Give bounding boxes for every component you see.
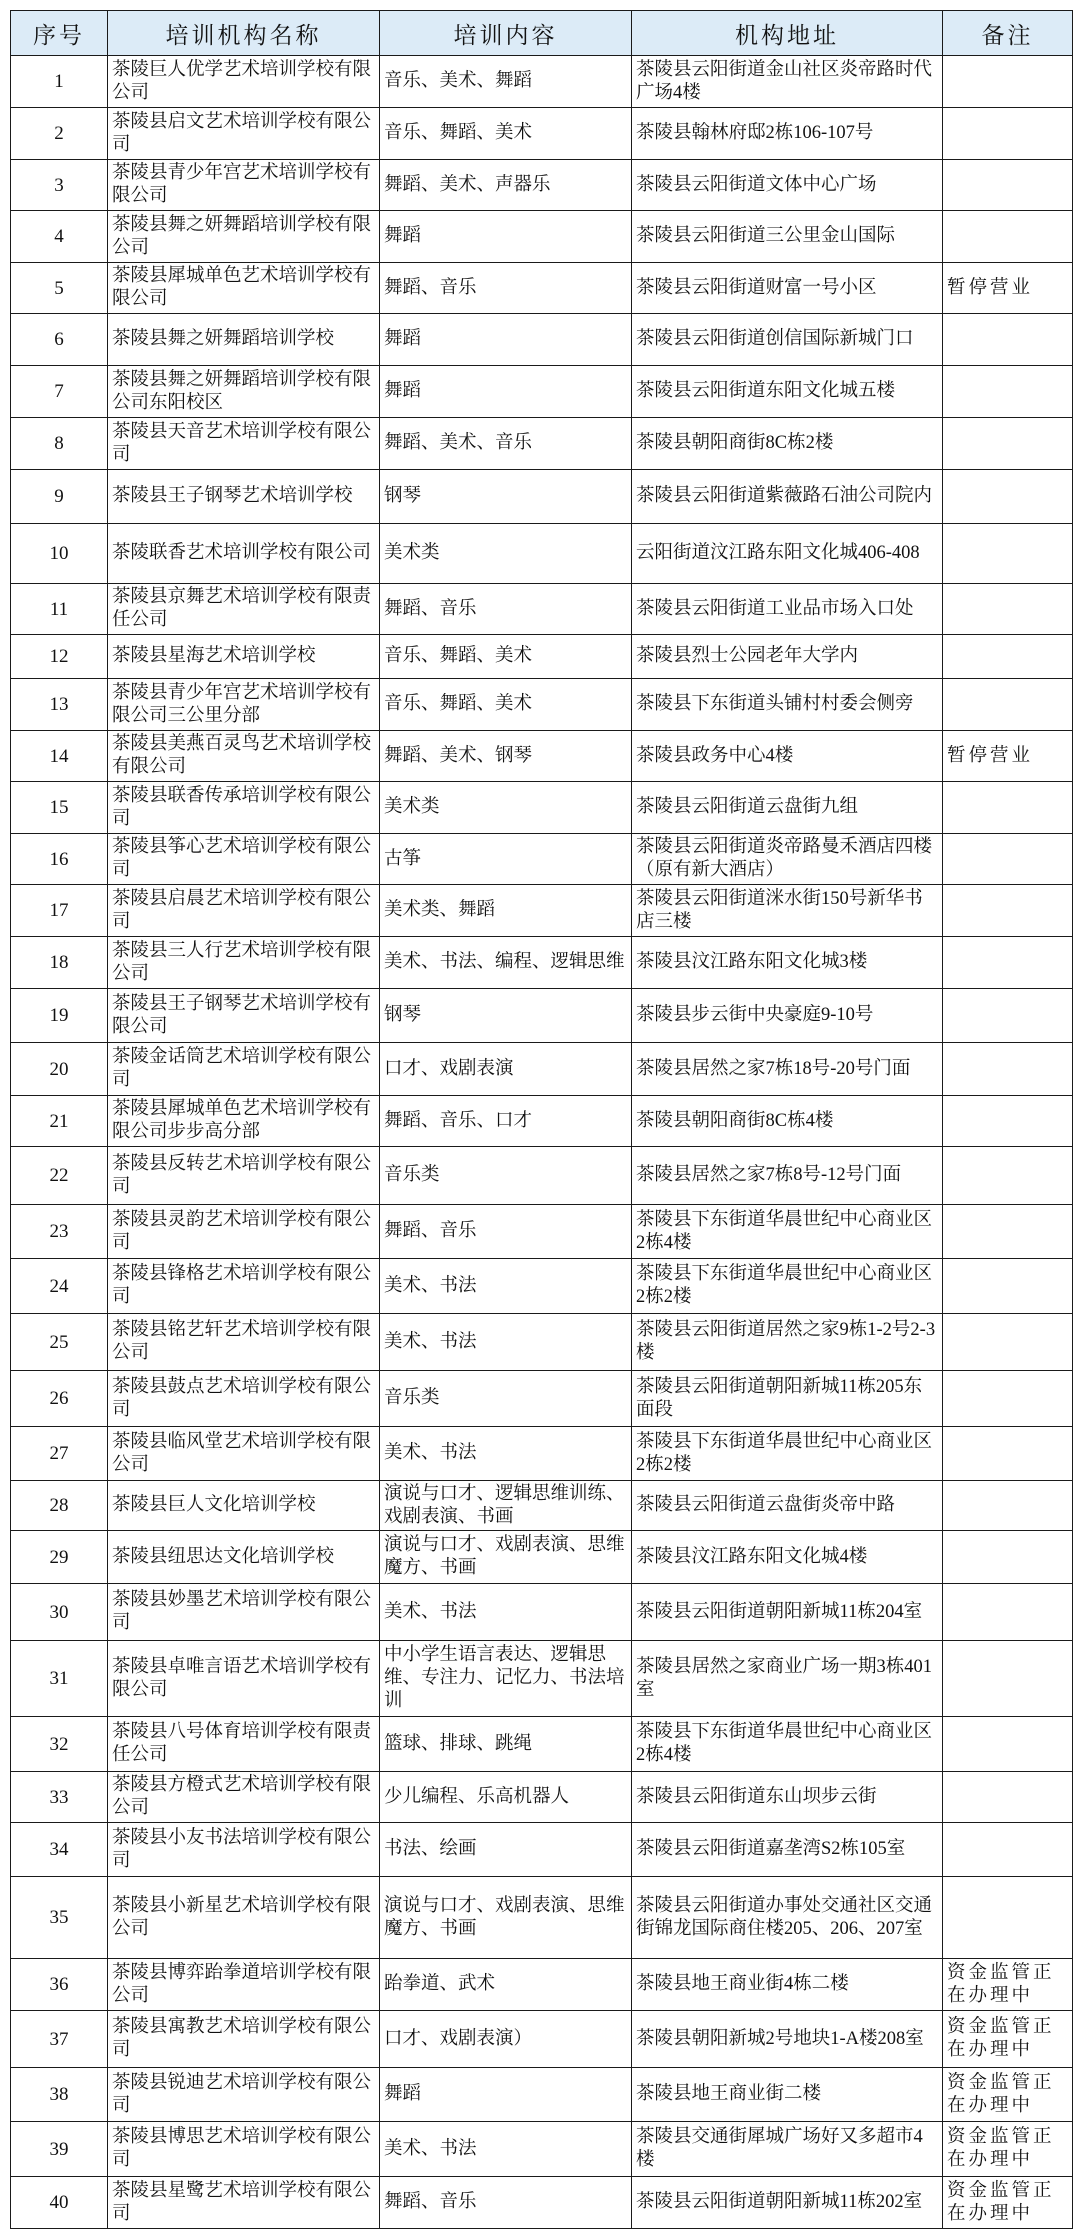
- table-row: [11, 1205, 1073, 1259]
- cell-address: 茶陵县地王商业街4栋二楼: [632, 1959, 943, 2011]
- cell-training-content: 篮球、排球、跳绳: [380, 1717, 632, 1772]
- table-row: [11, 1481, 1073, 1531]
- cell-no: 25: [11, 1314, 108, 1371]
- cell-institution-name: 茶陵县八号体育培训学校有限责任公司: [108, 1717, 380, 1772]
- cell-note: [943, 108, 1073, 160]
- training-institutions-table: [10, 10, 1073, 2229]
- cell-no: 19: [11, 989, 108, 1043]
- cell-institution-name: 茶陵县启文艺术培训学校有限公司: [108, 108, 380, 160]
- cell-note: 资金监管正在办理中: [943, 2068, 1073, 2122]
- cell-note: [943, 418, 1073, 470]
- cell-note: 资金监管正在办理中: [943, 2177, 1073, 2229]
- cell-address: 茶陵县云阳街道东阳文化城五楼: [632, 366, 943, 418]
- cell-note: [943, 1259, 1073, 1314]
- cell-institution-name: 茶陵县纽思达文化培训学校: [108, 1531, 380, 1584]
- cell-no: 38: [11, 2068, 108, 2122]
- cell-training-content: 音乐类: [380, 1147, 632, 1205]
- cell-address: 茶陵县汶江路东阳文化城3楼: [632, 937, 943, 989]
- table-row: [11, 1096, 1073, 1147]
- cell-address: 茶陵县交通街犀城广场好又多超市4楼: [632, 2122, 943, 2177]
- cell-no: 24: [11, 1259, 108, 1314]
- cell-note: 暂停营业: [943, 263, 1073, 314]
- cell-note: 资金监管正在办理中: [943, 2011, 1073, 2068]
- cell-no: 21: [11, 1096, 108, 1147]
- cell-training-content: 舞蹈、美术、钢琴: [380, 731, 632, 782]
- table-row: [11, 2011, 1073, 2068]
- cell-no: 1: [11, 56, 108, 108]
- cell-no: 18: [11, 937, 108, 989]
- cell-no: 10: [11, 524, 108, 584]
- cell-institution-name: 茶陵县寓教艺术培训学校有限公司: [108, 2011, 380, 2068]
- cell-address: 茶陵县地王商业街二楼: [632, 2068, 943, 2122]
- table-row: [11, 1717, 1073, 1772]
- cell-no: 23: [11, 1205, 108, 1259]
- cell-no: 32: [11, 1717, 108, 1772]
- cell-address: 茶陵县下东街道华晨世纪中心商业区2栋2楼: [632, 1427, 943, 1481]
- cell-training-content: 舞蹈、音乐: [380, 263, 632, 314]
- cell-note: [943, 470, 1073, 524]
- cell-institution-name: 茶陵县筝心艺术培训学校有限公司: [108, 834, 380, 885]
- cell-institution-name: 茶陵金话筒艺术培训学校有限公司: [108, 1043, 380, 1096]
- cell-no: 13: [11, 679, 108, 731]
- cell-no: 9: [11, 470, 108, 524]
- cell-note: [943, 524, 1073, 584]
- table-row: [11, 989, 1073, 1043]
- cell-institution-name: 茶陵县青少年宫艺术培训学校有限公司: [108, 160, 380, 211]
- cell-note: [943, 635, 1073, 679]
- cell-training-content: 口才、戏剧表演）: [380, 2011, 632, 2068]
- cell-training-content: 舞蹈、音乐: [380, 584, 632, 635]
- cell-institution-name: 茶陵县舞之妍舞蹈培训学校有限公司: [108, 211, 380, 263]
- cell-training-content: 音乐、美术、舞蹈: [380, 56, 632, 108]
- cell-note: [943, 1877, 1073, 1959]
- cell-note: [943, 160, 1073, 211]
- cell-no: 4: [11, 211, 108, 263]
- cell-address: 茶陵县云阳街道云盘街炎帝中路: [632, 1481, 943, 1531]
- cell-note: [943, 314, 1073, 366]
- cell-training-content: 舞蹈: [380, 314, 632, 366]
- cell-institution-name: 茶陵县犀城单色艺术培训学校有限公司步步高分部: [108, 1096, 380, 1147]
- cell-address: 茶陵县云阳街道工业品市场入口处: [632, 584, 943, 635]
- cell-address: 茶陵县云阳街道朝阳新城11栋204室: [632, 1584, 943, 1641]
- cell-address: 茶陵县云阳街道办事处交通社区交通街锦龙国际商住楼205、206、207室: [632, 1877, 943, 1959]
- table-row: [11, 1772, 1073, 1823]
- cell-institution-name: 茶陵县三人行艺术培训学校有限公司: [108, 937, 380, 989]
- cell-institution-name: 茶陵县反转艺术培训学校有限公司: [108, 1147, 380, 1205]
- table-row: [11, 782, 1073, 834]
- cell-institution-name: 茶陵县启晨艺术培训学校有限公司: [108, 885, 380, 937]
- cell-note: [943, 1717, 1073, 1772]
- cell-no: 40: [11, 2177, 108, 2229]
- cell-training-content: 古筝: [380, 834, 632, 885]
- cell-no: 29: [11, 1531, 108, 1584]
- column-header-address: 机构地址: [632, 11, 943, 56]
- cell-institution-name: 茶陵县锐迪艺术培训学校有限公司: [108, 2068, 380, 2122]
- cell-no: 31: [11, 1641, 108, 1717]
- cell-no: 17: [11, 885, 108, 937]
- cell-institution-name: 茶陵县天音艺术培训学校有限公司: [108, 418, 380, 470]
- cell-institution-name: 茶陵县鼓点艺术培训学校有限公司: [108, 1371, 380, 1427]
- cell-institution-name: 茶陵县卓唯言语艺术培训学校有限公司: [108, 1641, 380, 1717]
- cell-address: 茶陵县云阳街道云盘街九组: [632, 782, 943, 834]
- cell-note: [943, 989, 1073, 1043]
- cell-no: 14: [11, 731, 108, 782]
- cell-training-content: 美术、书法: [380, 1584, 632, 1641]
- cell-note: [943, 1043, 1073, 1096]
- cell-no: 20: [11, 1043, 108, 1096]
- cell-no: 26: [11, 1371, 108, 1427]
- cell-institution-name: 茶陵县星海艺术培训学校: [108, 635, 380, 679]
- cell-address: 茶陵县朝阳新城2号地块1-A楼208室: [632, 2011, 943, 2068]
- cell-address: 茶陵县云阳街道洣水街150号新华书店三楼: [632, 885, 943, 937]
- cell-institution-name: 茶陵县巨人文化培训学校: [108, 1481, 380, 1531]
- cell-institution-name: 茶陵县博弈跆拳道培训学校有限公司: [108, 1959, 380, 2011]
- cell-no: 28: [11, 1481, 108, 1531]
- cell-institution-name: 茶陵县青少年宫艺术培训学校有限公司三公里分部: [108, 679, 380, 731]
- cell-institution-name: 茶陵县灵韵艺术培训学校有限公司: [108, 1205, 380, 1259]
- cell-address: 茶陵县云阳街道朝阳新城11栋205东面段: [632, 1371, 943, 1427]
- cell-training-content: 美术、书法: [380, 1259, 632, 1314]
- cell-note: [943, 1584, 1073, 1641]
- cell-address: 茶陵县云阳街道炎帝路曼禾酒店四楼（原有新大酒店）: [632, 834, 943, 885]
- table-row: [11, 1371, 1073, 1427]
- table-row: [11, 211, 1073, 263]
- cell-training-content: 美术类: [380, 524, 632, 584]
- table-row: [11, 1043, 1073, 1096]
- cell-address: 茶陵县下东街道华晨世纪中心商业区2栋4楼: [632, 1717, 943, 1772]
- cell-institution-name: 茶陵县方橙式艺术培训学校有限公司: [108, 1772, 380, 1823]
- cell-address: 茶陵县居然之家商业广场一期3栋401室: [632, 1641, 943, 1717]
- cell-address: 茶陵县烈士公园老年大学内: [632, 635, 943, 679]
- column-header-no: 序号: [11, 11, 108, 56]
- cell-address: 云阳街道汶江路东阳文化城406-408: [632, 524, 943, 584]
- table-row: [11, 885, 1073, 937]
- cell-training-content: 演说与口才、戏剧表演、思维魔方、书画: [380, 1877, 632, 1959]
- cell-no: 22: [11, 1147, 108, 1205]
- cell-note: [943, 366, 1073, 418]
- cell-address: 茶陵县汶江路东阳文化城4楼: [632, 1531, 943, 1584]
- cell-address: 茶陵县朝阳商街8C栋2楼: [632, 418, 943, 470]
- cell-note: [943, 584, 1073, 635]
- cell-training-content: 美术、书法: [380, 2122, 632, 2177]
- cell-no: 34: [11, 1823, 108, 1877]
- cell-institution-name: 茶陵县妙墨艺术培训学校有限公司: [108, 1584, 380, 1641]
- cell-no: 39: [11, 2122, 108, 2177]
- cell-address: 茶陵县云阳街道三公里金山国际: [632, 211, 943, 263]
- table-row: [11, 524, 1073, 584]
- cell-address: 茶陵县云阳街道财富一号小区: [632, 263, 943, 314]
- table-row: [11, 2068, 1073, 2122]
- cell-training-content: 美术类: [380, 782, 632, 834]
- cell-training-content: 中小学生语言表达、逻辑思维、专注力、记忆力、书法培训: [380, 1641, 632, 1717]
- cell-training-content: 舞蹈、音乐、口才: [380, 1096, 632, 1147]
- cell-training-content: 舞蹈、音乐: [380, 1205, 632, 1259]
- cell-no: 16: [11, 834, 108, 885]
- cell-training-content: 美术、书法: [380, 1427, 632, 1481]
- table-row: [11, 108, 1073, 160]
- table-row: [11, 314, 1073, 366]
- cell-note: 暂停营业: [943, 731, 1073, 782]
- table-row: [11, 2177, 1073, 2229]
- cell-no: 33: [11, 1772, 108, 1823]
- table-row: [11, 1427, 1073, 1481]
- cell-institution-name: 茶陵县锋格艺术培训学校有限公司: [108, 1259, 380, 1314]
- cell-address: 茶陵县云阳街道东山坝步云街: [632, 1772, 943, 1823]
- cell-no: 5: [11, 263, 108, 314]
- cell-training-content: 舞蹈: [380, 366, 632, 418]
- cell-address: 茶陵县政务中心4楼: [632, 731, 943, 782]
- cell-no: 3: [11, 160, 108, 211]
- cell-training-content: 美术类、舞蹈: [380, 885, 632, 937]
- cell-address: 茶陵县下东街道头铺村村委会侧旁: [632, 679, 943, 731]
- cell-institution-name: 茶陵县舞之妍舞蹈培训学校有限公司东阳校区: [108, 366, 380, 418]
- cell-no: 36: [11, 1959, 108, 2011]
- cell-institution-name: 茶陵县小新星艺术培训学校有限公司: [108, 1877, 380, 1959]
- cell-training-content: 音乐、舞蹈、美术: [380, 108, 632, 160]
- cell-training-content: 演说与口才、戏剧表演、思维魔方、书画: [380, 1531, 632, 1584]
- table-row: [11, 470, 1073, 524]
- cell-no: 7: [11, 366, 108, 418]
- cell-training-content: 舞蹈、美术、音乐: [380, 418, 632, 470]
- cell-institution-name: 茶陵县联香传承培训学校有限公司: [108, 782, 380, 834]
- cell-institution-name: 茶陵县舞之妍舞蹈培训学校: [108, 314, 380, 366]
- cell-note: [943, 1147, 1073, 1205]
- cell-training-content: 少儿编程、乐高机器人: [380, 1772, 632, 1823]
- cell-institution-name: 茶陵联香艺术培训学校有限公司: [108, 524, 380, 584]
- cell-institution-name: 茶陵巨人优学艺术培训学校有限公司: [108, 56, 380, 108]
- table-row: [11, 2122, 1073, 2177]
- cell-address: 茶陵县云阳街道创信国际新城门口: [632, 314, 943, 366]
- cell-institution-name: 茶陵县小友书法培训学校有限公司: [108, 1823, 380, 1877]
- cell-institution-name: 茶陵县王子钢琴艺术培训学校有限公司: [108, 989, 380, 1043]
- cell-note: [943, 1481, 1073, 1531]
- cell-institution-name: 茶陵县犀城单色艺术培训学校有限公司: [108, 263, 380, 314]
- column-header-name: 培训机构名称: [108, 11, 380, 56]
- cell-note: [943, 1427, 1073, 1481]
- cell-no: 11: [11, 584, 108, 635]
- cell-no: 27: [11, 1427, 108, 1481]
- cell-institution-name: 茶陵县博思艺术培训学校有限公司: [108, 2122, 380, 2177]
- cell-note: [943, 1205, 1073, 1259]
- cell-institution-name: 茶陵县京舞艺术培训学校有限责任公司: [108, 584, 380, 635]
- cell-note: [943, 1772, 1073, 1823]
- cell-training-content: 舞蹈: [380, 2068, 632, 2122]
- cell-address: 茶陵县下东街道华晨世纪中心商业区2栋2楼: [632, 1259, 943, 1314]
- cell-note: 资金监管正在办理中: [943, 2122, 1073, 2177]
- cell-address: 茶陵县云阳街道文体中心广场: [632, 160, 943, 211]
- table-row: [11, 263, 1073, 314]
- table-row: [11, 1823, 1073, 1877]
- training-institutions-table-container: [10, 10, 1072, 2229]
- cell-training-content: 演说与口才、逻辑思维训练、戏剧表演、书画: [380, 1481, 632, 1531]
- cell-training-content: 美术、书法: [380, 1314, 632, 1371]
- table-row: [11, 1959, 1073, 2011]
- cell-training-content: 音乐、舞蹈、美术: [380, 635, 632, 679]
- cell-no: 15: [11, 782, 108, 834]
- cell-note: 资金监管正在办理中: [943, 1959, 1073, 2011]
- cell-no: 8: [11, 418, 108, 470]
- cell-address: 茶陵县步云街中央豪庭9-10号: [632, 989, 943, 1043]
- cell-address: 茶陵县云阳街道嘉垄湾S2栋105室: [632, 1823, 943, 1877]
- cell-address: 茶陵县云阳街道紫薇路石油公司院内: [632, 470, 943, 524]
- cell-address: 茶陵县云阳街道朝阳新城11栋202室: [632, 2177, 943, 2229]
- table-row: [11, 584, 1073, 635]
- cell-no: 6: [11, 314, 108, 366]
- cell-note: [943, 937, 1073, 989]
- cell-no: 35: [11, 1877, 108, 1959]
- table-row: [11, 1259, 1073, 1314]
- cell-training-content: 钢琴: [380, 470, 632, 524]
- table-row: [11, 418, 1073, 470]
- cell-training-content: 舞蹈、音乐: [380, 2177, 632, 2229]
- cell-note: [943, 834, 1073, 885]
- cell-note: [943, 1371, 1073, 1427]
- cell-address: 茶陵县居然之家7栋18号-20号门面: [632, 1043, 943, 1096]
- cell-note: [943, 679, 1073, 731]
- table-row: [11, 1877, 1073, 1959]
- cell-no: 2: [11, 108, 108, 160]
- table-row: [11, 1641, 1073, 1717]
- table-row: [11, 56, 1073, 108]
- cell-address: 茶陵县朝阳商街8C栋4楼: [632, 1096, 943, 1147]
- cell-address: 茶陵县居然之家7栋8号-12号门面: [632, 1147, 943, 1205]
- cell-institution-name: 茶陵县美燕百灵鸟艺术培训学校有限公司: [108, 731, 380, 782]
- table-row: [11, 1531, 1073, 1584]
- cell-training-content: 跆拳道、武术: [380, 1959, 632, 2011]
- table-body: [11, 56, 1073, 2229]
- table-row: [11, 160, 1073, 211]
- cell-training-content: 舞蹈: [380, 211, 632, 263]
- cell-training-content: 音乐类: [380, 1371, 632, 1427]
- table-row: [11, 731, 1073, 782]
- table-row: [11, 937, 1073, 989]
- cell-note: [943, 56, 1073, 108]
- table-row: [11, 834, 1073, 885]
- cell-institution-name: 茶陵县铭艺轩艺术培训学校有限公司: [108, 1314, 380, 1371]
- header-row: [11, 11, 1073, 56]
- cell-training-content: 口才、戏剧表演: [380, 1043, 632, 1096]
- cell-note: [943, 1823, 1073, 1877]
- cell-training-content: 音乐、舞蹈、美术: [380, 679, 632, 731]
- table-row: [11, 679, 1073, 731]
- cell-training-content: 美术、书法、编程、逻辑思维: [380, 937, 632, 989]
- cell-training-content: 钢琴: [380, 989, 632, 1043]
- table-row: [11, 1584, 1073, 1641]
- cell-note: [943, 211, 1073, 263]
- cell-address: 茶陵县下东街道华晨世纪中心商业区2栋4楼: [632, 1205, 943, 1259]
- table-header: [11, 11, 1073, 56]
- cell-training-content: 书法、绘画: [380, 1823, 632, 1877]
- cell-address: 茶陵县云阳街道居然之家9栋1-2号2-3楼: [632, 1314, 943, 1371]
- cell-institution-name: 茶陵县星鹭艺术培训学校有限公司: [108, 2177, 380, 2229]
- cell-address: 茶陵县云阳街道金山社区炎帝路时代广场4楼: [632, 56, 943, 108]
- cell-note: [943, 1641, 1073, 1717]
- cell-institution-name: 茶陵县王子钢琴艺术培训学校: [108, 470, 380, 524]
- cell-no: 37: [11, 2011, 108, 2068]
- cell-note: [943, 782, 1073, 834]
- cell-institution-name: 茶陵县临风堂艺术培训学校有限公司: [108, 1427, 380, 1481]
- cell-note: [943, 1531, 1073, 1584]
- table-row: [11, 635, 1073, 679]
- cell-note: [943, 1314, 1073, 1371]
- cell-note: [943, 1096, 1073, 1147]
- cell-no: 30: [11, 1584, 108, 1641]
- table-row: [11, 366, 1073, 418]
- cell-note: [943, 885, 1073, 937]
- table-row: [11, 1147, 1073, 1205]
- table-row: [11, 1314, 1073, 1371]
- cell-training-content: 舞蹈、美术、声器乐: [380, 160, 632, 211]
- column-header-note: 备注: [943, 11, 1073, 56]
- column-header-content: 培训内容: [380, 11, 632, 56]
- cell-address: 茶陵县翰林府邸2栋106-107号: [632, 108, 943, 160]
- cell-no: 12: [11, 635, 108, 679]
